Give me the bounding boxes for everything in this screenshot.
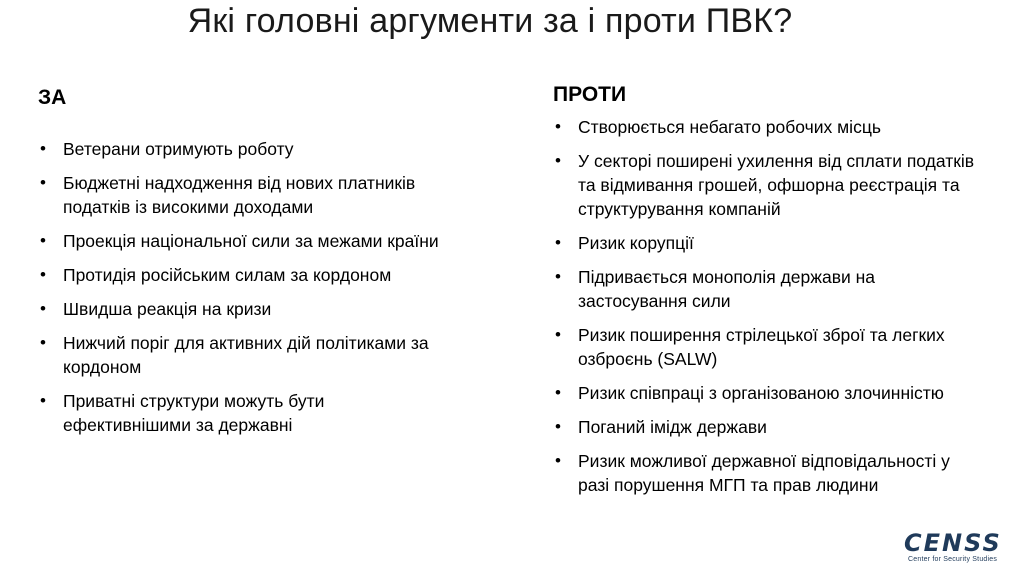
slide-title: Які головні аргументи за і проти ПВК?: [187, 2, 793, 40]
pro-list: [40, 137, 440, 447]
pro-item: • Бюджетні надходження від нових платників податків із високими доходами: [40, 171, 440, 219]
con-list: [555, 115, 985, 507]
con-item: • Ризик поширення стрілецької зброї та легких озброєнь (SALW): [555, 323, 985, 371]
pro-heading: ЗА: [38, 86, 67, 109]
con-item: • Ризик можливої державної відповідальності у разі порушення МГП та прав людини: [555, 449, 985, 497]
con-heading: ПРОТИ: [553, 83, 627, 106]
pro-item: • Проекція національної сили за межами країни: [40, 229, 440, 253]
pro-item: • Приватні структури можуть бути ефективнішими за державні: [40, 389, 440, 437]
logo-wordmark: CENSS: [904, 529, 1002, 557]
con-item: • У секторі поширені ухилення від сплати податків та відмивання грошей, офшорна реєстрація та структурування компаній: [555, 149, 985, 221]
logo-subtitle: Center for Security Studies: [908, 556, 998, 563]
pro-item: • Нижчий поріг для активних дій політиками за кордоном: [40, 331, 440, 379]
con-item: • Поганий імідж держави: [555, 415, 985, 439]
con-item: • Підривається монополія держави на застосування сили: [555, 265, 985, 313]
pro-item: • Ветерани отримують роботу: [40, 137, 440, 161]
pro-item: • Протидія російським силам за кордоном: [40, 263, 440, 287]
con-item: • Створюється небагато робочих місць: [555, 115, 985, 139]
con-item: • Ризик корупції: [555, 231, 985, 255]
pro-item: • Швидша реакція на кризи: [40, 297, 440, 321]
censs-logo: [904, 529, 1016, 567]
con-item: • Ризик співпраці з організованою злочинністю: [555, 381, 985, 405]
